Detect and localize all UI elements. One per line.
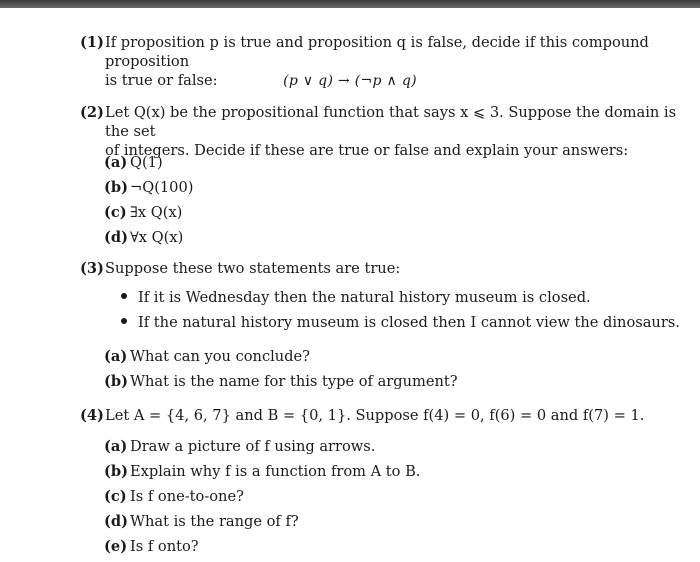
bullet-text: If it is Wednesday then the natural history museum is closed.	[138, 289, 591, 306]
bullet-dot-icon	[121, 293, 127, 299]
question-number: (4)	[80, 407, 104, 424]
sub-question-text: ∃x Q(x)	[130, 204, 183, 221]
sub-question	[104, 437, 375, 456]
sub-question-text: Draw a picture of f using arrows.	[130, 438, 376, 455]
sub-question	[104, 372, 458, 391]
compound-formula: (p ∨ q) → (¬p ∧ q)	[283, 73, 417, 89]
sub-question	[104, 203, 182, 222]
sub-question-text: Is f one-to-one?	[130, 488, 244, 505]
sub-question	[104, 347, 310, 366]
bullet-item	[121, 313, 680, 332]
sub-question	[104, 228, 183, 247]
sub-question	[104, 512, 299, 531]
sub-question-label: (e)	[104, 538, 128, 555]
sub-question	[104, 153, 163, 172]
sub-question-label: (b)	[104, 373, 129, 390]
question-text-line: If proposition p is true and proposition q is false, decide if this compound proposition	[105, 34, 649, 70]
bullet-text: If the natural history museum is closed then I cannot view the dinosaurs.	[138, 314, 680, 331]
sub-question-label: (c)	[104, 204, 127, 221]
sub-question	[104, 462, 420, 481]
question-text-line: Let Q(x) be the propositional function that says x ⩽ 3. Suppose the domain is the set	[105, 104, 677, 140]
sub-question	[104, 537, 199, 556]
sub-question-label: (a)	[104, 348, 128, 365]
question-text: Let A = {4, 6, 7} and B = {0, 1}. Suppose f(4) = 0, f(6) = 0 and f(7) = 1.	[105, 407, 645, 424]
question-number: (2)	[80, 104, 104, 121]
question-text	[105, 103, 680, 160]
sub-question	[104, 487, 244, 506]
sub-question	[104, 178, 193, 197]
sub-question-text: ¬Q(100)	[130, 179, 194, 196]
question-number: (1)	[80, 34, 104, 51]
sub-question-text: What is the name for this type of argument?	[130, 373, 458, 390]
question-text-line: of integers. Decide if these are true or false and explain your answers:	[105, 142, 629, 159]
sub-question-text: What is the range of f?	[130, 513, 299, 530]
sub-question-text: Q(1)	[130, 154, 163, 171]
sub-question-text: ∀x Q(x)	[130, 229, 184, 246]
sub-question-label: (d)	[104, 229, 129, 246]
sub-question-label: (d)	[104, 513, 129, 530]
sub-question-label: (b)	[104, 179, 129, 196]
sub-question-label: (a)	[104, 438, 128, 455]
sub-question-text: Explain why f is a function from A to B.	[130, 463, 421, 480]
sub-question-label: (a)	[104, 154, 128, 171]
sub-question-label: (b)	[104, 463, 129, 480]
sub-question-label: (c)	[104, 488, 127, 505]
question-number: (3)	[80, 260, 104, 277]
question-text-line: is true or false:	[105, 72, 218, 89]
sub-question-text: Is f onto?	[130, 538, 199, 555]
bullet-item	[121, 288, 591, 307]
sub-question-text: What can you conclude?	[130, 348, 310, 365]
bullet-dot-icon	[121, 318, 127, 324]
question-text: Suppose these two statements are true:	[105, 260, 401, 277]
